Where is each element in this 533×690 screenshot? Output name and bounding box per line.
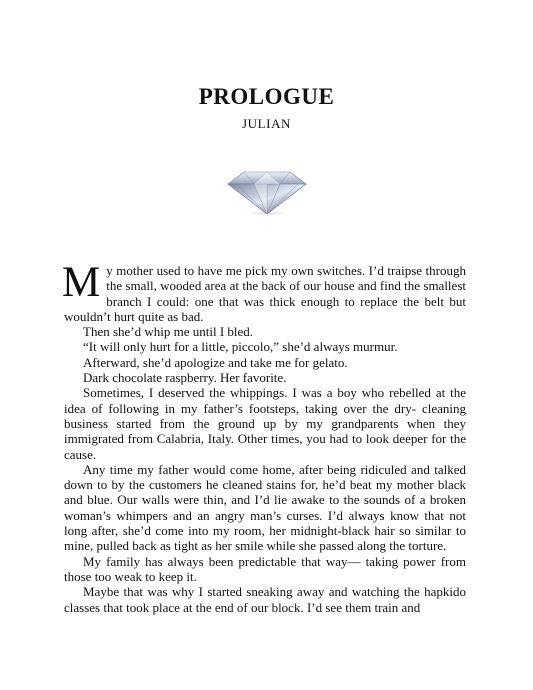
paragraph: Any time my father would come home, after being ridiculed and talked down to by the customers he cleaned stains for, he’d beat my mother black and blue. Our walls were thin, and I’d lie awake to the sounds of a broken woman’s whimpers and an angry man’s curses. I’d always know that not long after, she’d come into my room, her midnight-black hair so similar to mine, pulled back as tight as her smile while she passed along the torture. xyxy=(64,461,466,554)
drop-cap: M xyxy=(62,259,101,306)
chapter-narrator: JULIAN xyxy=(241,116,292,131)
paragraph: My family has always been predictable that way— taking power from those too weak to keep it. xyxy=(64,553,466,584)
paragraph: Then she’d whip me until I bled. xyxy=(83,324,254,340)
paragraph: Sometimes, I deserved the whippings. I was a boy who rebelled at the idea of following in my father’s footsteps, taking over the dry- cleaning business started from the ground up by my grandparents when they immigrated from Calabria, Italy. Other times, you had to look deeper for the cause. xyxy=(64,385,466,462)
paragraph: Afterward, she’d apologize and take me for gelato. xyxy=(83,354,348,370)
paragraph: Dark chocolate raspberry. Her favorite. xyxy=(83,370,287,386)
chapter-title: PROLOGUE xyxy=(198,84,335,109)
diamond-icon xyxy=(226,168,308,218)
paragraph: “It will only hurt for a little, piccolo,” she’d always murmur. xyxy=(83,339,398,355)
paragraph: Maybe that was why I started sneaking away and watching the hapkido classes that took place at the end of our block. I’d see them train and xyxy=(64,584,466,615)
paragraph xyxy=(62,259,466,324)
prologue-text xyxy=(62,259,466,615)
paragraph-text: y mother used to have me pick my own switches. I’d traipse through the small, wooded area at the back of our house and find the smallest branch I could: one that was thick enough to replace the belt but wouldn’t hurt quite as bad. xyxy=(64,263,466,324)
